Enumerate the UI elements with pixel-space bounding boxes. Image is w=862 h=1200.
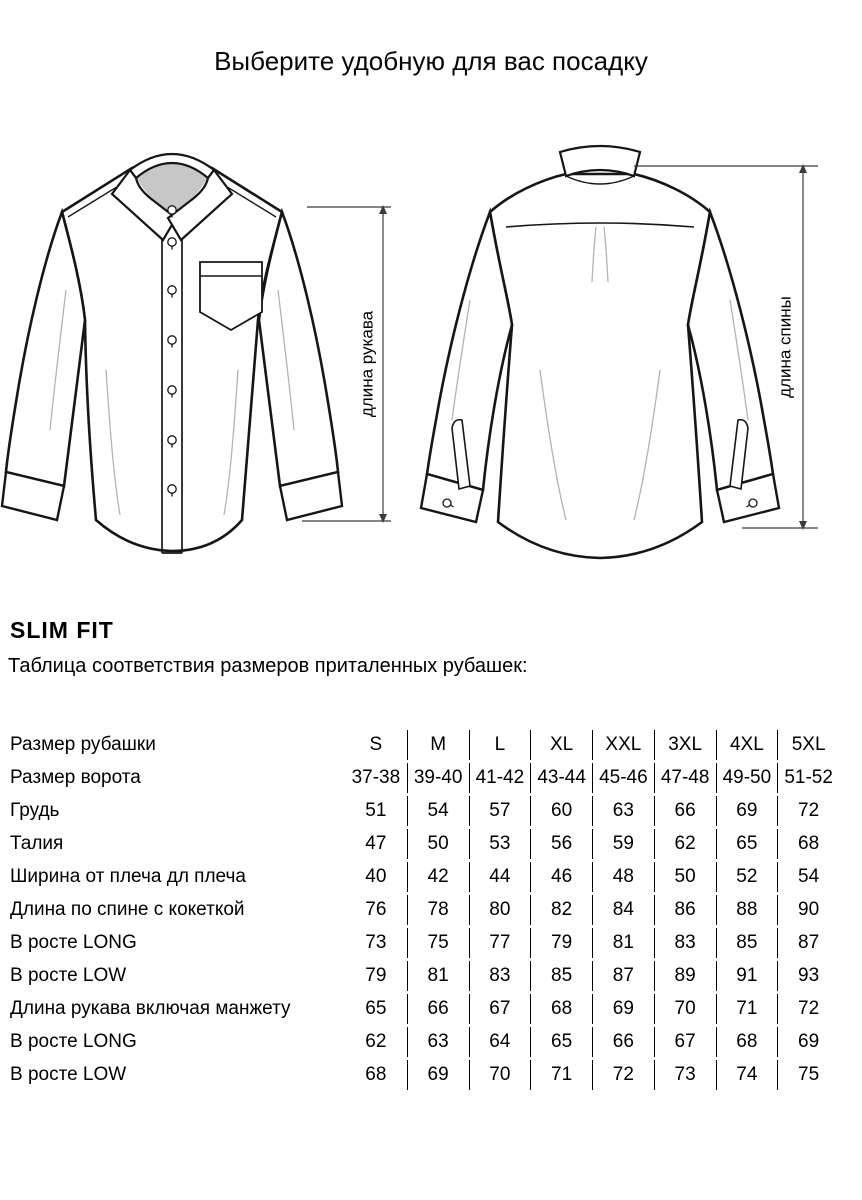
size-cell: 68 bbox=[716, 1027, 778, 1057]
size-cell: 88 bbox=[716, 895, 778, 925]
table-row bbox=[8, 862, 839, 892]
size-cell: 68 bbox=[777, 829, 839, 859]
size-cell: 64 bbox=[469, 1027, 531, 1057]
table-row bbox=[8, 730, 839, 760]
size-cell: 70 bbox=[469, 1060, 531, 1090]
size-cell: 45-46 bbox=[592, 763, 654, 793]
page-title: Выберите удобную для вас посадку bbox=[214, 46, 648, 76]
size-cell: 62 bbox=[365, 1031, 387, 1052]
size-cell: 50 bbox=[654, 862, 716, 892]
size-cell: 53 bbox=[469, 829, 531, 859]
size-cell: 83 bbox=[469, 961, 531, 991]
table-row bbox=[8, 895, 839, 925]
size-cell: 84 bbox=[592, 895, 654, 925]
size-cell: 5XL bbox=[777, 730, 839, 760]
row-label: Ширина от плеча дл плеча bbox=[10, 866, 246, 887]
size-cell: 76 bbox=[365, 899, 387, 920]
size-cell: 50 bbox=[407, 829, 469, 859]
table-row bbox=[8, 1060, 839, 1090]
row-label: Длина рукава включая манжету bbox=[10, 998, 291, 1019]
row-label: Длина по спине с кокеткой bbox=[10, 899, 245, 920]
size-cell: 42 bbox=[407, 862, 469, 892]
arrow-up-icon bbox=[799, 164, 807, 173]
shirt-front-drawing bbox=[2, 154, 342, 553]
size-cell: 68 bbox=[365, 1064, 387, 1085]
row-label: Талия bbox=[10, 833, 64, 854]
back-length-label: длина спины bbox=[775, 296, 795, 398]
size-cell: 79 bbox=[530, 928, 592, 958]
size-cell: 59 bbox=[592, 829, 654, 859]
size-cell: 60 bbox=[530, 796, 592, 826]
size-cell: 37-38 bbox=[351, 767, 401, 788]
size-cell: 93 bbox=[777, 961, 839, 991]
size-cell: 4XL bbox=[716, 730, 778, 760]
size-cell: 49-50 bbox=[716, 763, 778, 793]
size-cell: 69 bbox=[592, 994, 654, 1024]
row-label: Размер рубашки bbox=[10, 734, 156, 755]
size-cell: 72 bbox=[592, 1060, 654, 1090]
row-label: Грудь bbox=[10, 800, 60, 821]
size-cell: L bbox=[469, 730, 531, 760]
size-cell: 63 bbox=[592, 796, 654, 826]
size-cell: 44 bbox=[469, 862, 531, 892]
size-cell: 40 bbox=[365, 866, 387, 887]
size-cell: 82 bbox=[530, 895, 592, 925]
size-cell: 75 bbox=[777, 1060, 839, 1090]
size-cell: 3XL bbox=[654, 730, 716, 760]
table-row bbox=[8, 994, 839, 1024]
size-cell: 80 bbox=[469, 895, 531, 925]
arrow-up-icon bbox=[379, 205, 387, 214]
size-cell: 87 bbox=[592, 961, 654, 991]
table-row bbox=[8, 961, 839, 991]
size-cell: 65 bbox=[365, 998, 387, 1019]
size-cell: 79 bbox=[365, 965, 387, 986]
size-cell: 57 bbox=[469, 796, 531, 826]
shirt-diagram-svg bbox=[0, 120, 862, 570]
front-left-sleeve bbox=[6, 212, 85, 486]
size-cell: 73 bbox=[654, 1060, 716, 1090]
size-cell: XXL bbox=[592, 730, 654, 760]
size-cell: 46 bbox=[530, 862, 592, 892]
size-cell: 89 bbox=[654, 961, 716, 991]
row-label: В росте LONG bbox=[10, 932, 137, 953]
size-cell: 67 bbox=[654, 1027, 716, 1057]
row-label: В росте LOW bbox=[10, 1064, 127, 1085]
size-table bbox=[8, 727, 839, 1093]
table-row bbox=[8, 1027, 839, 1057]
size-cell: 41-42 bbox=[469, 763, 531, 793]
row-label: В росте LOW bbox=[10, 965, 127, 986]
size-cell: 51-52 bbox=[777, 763, 839, 793]
size-cell: 85 bbox=[716, 928, 778, 958]
size-cell: 87 bbox=[777, 928, 839, 958]
size-cell: 52 bbox=[716, 862, 778, 892]
size-table-body bbox=[8, 730, 839, 1090]
size-cell: 77 bbox=[469, 928, 531, 958]
size-cell: 86 bbox=[654, 895, 716, 925]
size-cell: 78 bbox=[407, 895, 469, 925]
row-label: В росте LONG bbox=[10, 1031, 137, 1052]
fit-heading: SLIM FIT bbox=[10, 617, 114, 643]
arrow-down-icon bbox=[799, 521, 807, 530]
size-cell: 85 bbox=[530, 961, 592, 991]
size-cell: 47 bbox=[365, 833, 387, 854]
sleeve-length-label: длина рукава bbox=[357, 310, 377, 418]
size-cell: XL bbox=[530, 730, 592, 760]
table-row bbox=[8, 829, 839, 859]
back-collar bbox=[560, 146, 640, 176]
size-cell: 83 bbox=[654, 928, 716, 958]
size-cell: 75 bbox=[407, 928, 469, 958]
front-right-sleeve bbox=[259, 212, 338, 486]
table-row bbox=[8, 928, 839, 958]
size-cell: 67 bbox=[469, 994, 531, 1024]
size-cell: 48 bbox=[592, 862, 654, 892]
size-cell: 39-40 bbox=[407, 763, 469, 793]
size-cell: 69 bbox=[777, 1027, 839, 1057]
size-cell: 81 bbox=[592, 928, 654, 958]
size-cell: 91 bbox=[716, 961, 778, 991]
size-cell: 81 bbox=[407, 961, 469, 991]
size-cell: 56 bbox=[530, 829, 592, 859]
size-cell: 70 bbox=[654, 994, 716, 1024]
size-cell: 65 bbox=[716, 829, 778, 859]
size-cell: 71 bbox=[716, 994, 778, 1024]
size-cell: 47-48 bbox=[654, 763, 716, 793]
fit-subtitle: Таблица соответствия размеров приталенных рубашек: bbox=[8, 655, 528, 677]
size-cell: 63 bbox=[407, 1027, 469, 1057]
shirt-back-drawing bbox=[421, 146, 779, 558]
size-cell: 68 bbox=[530, 994, 592, 1024]
size-cell: 90 bbox=[777, 895, 839, 925]
size-cell: 66 bbox=[407, 994, 469, 1024]
size-cell: 62 bbox=[654, 829, 716, 859]
size-cell: 51 bbox=[365, 800, 387, 821]
size-cell: 54 bbox=[407, 796, 469, 826]
size-cell: 43-44 bbox=[530, 763, 592, 793]
size-cell: M bbox=[407, 730, 469, 760]
size-cell: 66 bbox=[592, 1027, 654, 1057]
size-cell: 72 bbox=[777, 796, 839, 826]
size-cell: 66 bbox=[654, 796, 716, 826]
table-row bbox=[8, 763, 839, 793]
shirt-diagram bbox=[0, 120, 862, 570]
arrow-down-icon bbox=[379, 514, 387, 523]
size-cell: 71 bbox=[530, 1060, 592, 1090]
size-cell: 54 bbox=[777, 862, 839, 892]
size-cell: S bbox=[369, 734, 383, 755]
size-cell: 73 bbox=[365, 932, 387, 953]
size-cell: 74 bbox=[716, 1060, 778, 1090]
row-label: Размер ворота bbox=[10, 767, 141, 788]
size-cell: 65 bbox=[530, 1027, 592, 1057]
size-cell: 69 bbox=[716, 796, 778, 826]
back-body bbox=[490, 174, 710, 558]
size-cell: 72 bbox=[777, 994, 839, 1024]
size-cell: 69 bbox=[407, 1060, 469, 1090]
table-row bbox=[8, 796, 839, 826]
